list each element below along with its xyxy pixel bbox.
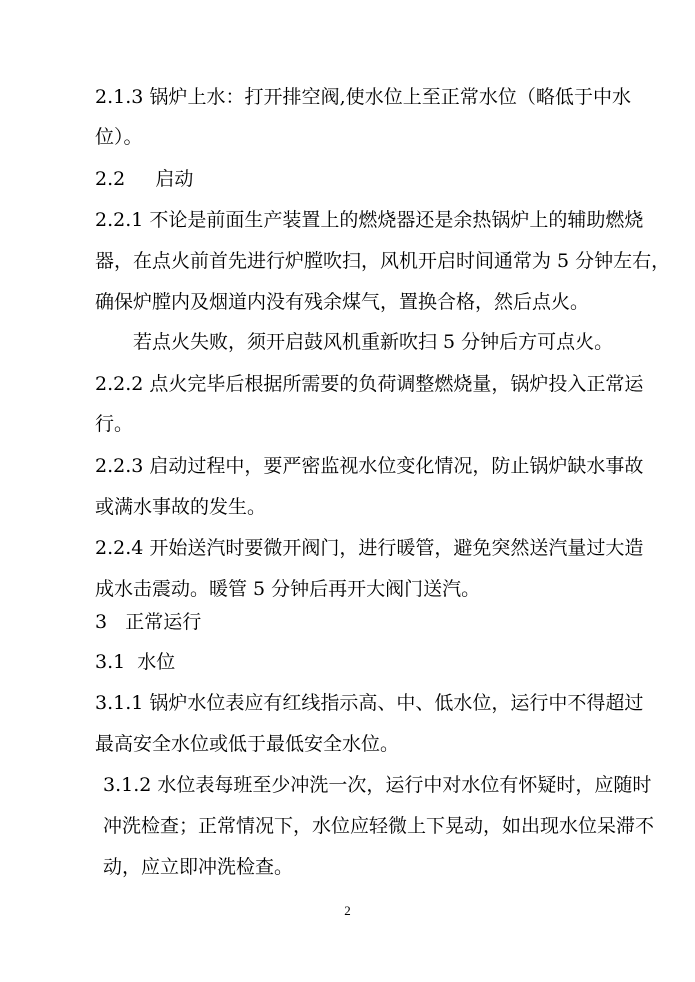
text-line: 3.1.2 水位表每班至少冲洗一次，运行中对水位有怀疑时，应随时: [103, 774, 652, 796]
text-line: 行。: [95, 413, 134, 435]
text-line: 最高安全水位或低于最低安全水位。: [95, 733, 400, 755]
text-line: 3.1.1 锅炉水位表应有红线指示高、中、低水位，运行中不得超过: [95, 692, 644, 714]
text-line: 器，在点火前首先进行炉膛吹扫，风机开启时间通常为 5 分钟左右，: [95, 250, 671, 272]
text-line: 成水击震动。暖管 5 分钟后再开大阀门送汽。: [95, 578, 481, 600]
text-line: 2.2.1 不论是前面生产装置上的燃烧器还是余热锅炉上的辅助燃烧: [95, 209, 644, 231]
section-heading: 3.1 水位: [95, 651, 176, 673]
section-heading: 3 正常运行: [95, 611, 202, 633]
text-line: 2.2.2 点火完毕后根据所需要的负荷调整燃烧量，锅炉投入正常运: [95, 373, 644, 395]
text-line: 冲洗检查；正常情况下，水位应轻微上下晃动，如出现水位呆滞不: [103, 815, 655, 837]
text-line: 2.1.3 锅炉上水：打开排空阀,使水位上至正常水位（略低于中水: [95, 86, 631, 108]
text-line: 动，应立即冲洗检查。: [103, 856, 294, 878]
text-line: 2.2.4 开始送汽时要微开阀门，进行暖管，避免突然送汽量过大造: [95, 537, 644, 559]
text-line: 确保炉膛内及烟道内没有残余煤气，置换合格，然后点火。: [95, 291, 590, 313]
text-line: 或满水事故的发生。: [95, 496, 267, 518]
text-line: 若点火失败，须开启鼓风机重新吹扫 5 分钟后方可点火。: [133, 331, 614, 353]
page-number: 2: [344, 903, 351, 918]
section-heading: 2.2 启动: [95, 168, 194, 190]
text-line: 2.2.3 启动过程中，要严密监视水位变化情况，防止锅炉缺水事故: [95, 455, 644, 477]
text-line: 位）。: [95, 126, 143, 148]
